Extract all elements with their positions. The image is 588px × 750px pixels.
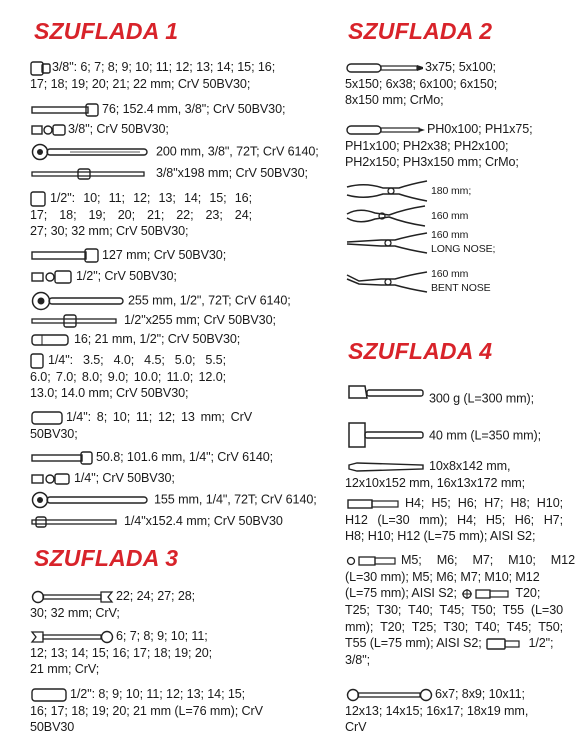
mallet-icon (345, 428, 429, 442)
spark-plug-socket-icon (30, 332, 74, 346)
s2-combination-pliers: 180 mm; (345, 178, 581, 204)
deep-socket-icon (30, 410, 66, 424)
s4-mallet: 40 mm (L=350 mm); (345, 421, 581, 451)
s4-hex-bits: H4; H5; H6; H7; H8; H10; H12 (L=30 mm); H4; H5; H6; H7; H8; H10; H12 (L=75 mm); AISI S2; (345, 496, 563, 544)
s2-phillips-screwdrivers: PH0x100; PH1x75; PH1x100; PH2x38; PH2x100; PH2x150; PH3x150 mm; CrMo; (345, 122, 533, 170)
s1-sliding-t-bar-1-2: 1/2"x255 mm; CrV 50BV30; (30, 312, 320, 329)
s1-sockets-1-2: 1/2": 10; 11; 12; 13; 14; 15; 16; 17; 18; 19; 20; 21; 22; 23; 24; 27; 30; 32 mm; CrV 50BV30; (30, 191, 252, 239)
s1-sockets-3-8: 3/8": 6; 7; 8; 9; 10; 11; 12; 13; 14; 15; 16; 17; 18; 19; 20; 21; 22 mm; CrV 50BV30; (30, 60, 276, 91)
s4-hammer: 300 g (L=300 mm); (345, 384, 581, 414)
s1-universal-joint-1-4: 1/4"; CrV 50BV30; (30, 470, 320, 487)
ring-spanner-icon (345, 687, 435, 701)
deep-socket-icon (30, 687, 70, 701)
s4-chisels: 10x8x142 mm, 12x10x152 mm, 16x13x172 mm; (345, 459, 526, 490)
side-cutter-pliers-icon (345, 210, 431, 222)
szuflada-3-title: SZUFLADA 3 (34, 545, 179, 571)
socket-icon (30, 353, 48, 367)
extension-bar-icon (30, 450, 96, 464)
s1-extension-1-4: 50.8; 101.6 mm, 1/4"; CrV 6140; (30, 449, 320, 466)
extension-bar-icon (30, 102, 102, 116)
s1-sockets-1-4: 1/4": 3.5; 4.0; 4.5; 5.0; 5.5; 6.0; 7.0; 8.0; 9.0; 10.0; 11.0; 12.0; 13.0; 14.0 mm; CrV 50BV30; (30, 353, 226, 401)
szuflada-4-title: SZUFLADA 4 (348, 338, 493, 364)
s1-ratchet-3-8: 200 mm, 3/8", 72T; CrV 6140; (30, 143, 320, 161)
socket-icon (30, 60, 52, 74)
hex-bit-icon (345, 496, 405, 510)
s2-side-cutters: 160 mm (345, 203, 581, 229)
s1-deep-sockets-1-4: 1/4": 8; 10; 11; 12; 13 mm; CrV 50BV30; (30, 410, 252, 441)
bent-nose-pliers-icon (345, 276, 431, 288)
universal-joint-icon (30, 471, 74, 485)
s3-combination-wrenches: 6; 7; 8; 9; 10; 11; 12; 13; 14; 15; 16; 17; 18; 19; 20; 21 mm; CrV; (30, 629, 213, 677)
s4-double-ring-spanners: 6x7; 8x9; 10x11; 12x13; 14x15; 16x17; 18x19 mm, CrV (345, 687, 529, 735)
s1-sliding-t-bar-3-8: 3/8"x198 mm; CrV 50BV30; (30, 165, 320, 182)
spline-bit-icon (345, 553, 401, 567)
s4-spline-torx-bits: M5; M6; M7; M10; M12 (L=30 mm); M5; M6; M7; M10; M12 (L=75 mm); AISI S2; T20; (345, 553, 575, 601)
s3-combination-wrenches-large: 22; 24; 27; 28; 30; 32 mm; CrV; (30, 589, 196, 620)
bit-holder-icon (485, 636, 525, 650)
flat-screwdriver-icon (345, 60, 425, 74)
s1-extension-1-2: 127 mm; CrV 50BV30; (30, 247, 320, 264)
s2-bent-nose-pliers: 160 mm BENT NOSE (345, 267, 581, 297)
s1-universal-joint-3-8: 3/8"; CrV 50BV30; (30, 121, 320, 138)
chisel-icon (345, 459, 429, 473)
t-bar-icon (30, 166, 156, 180)
combination-pliers-icon (345, 185, 431, 197)
s1-ratchet-1-2: 255 mm, 1/2", 72T; CrV 6140; (30, 291, 320, 311)
ratchet-icon (30, 293, 128, 307)
combination-wrench-icon (30, 629, 116, 643)
phillips-screwdriver-icon (345, 122, 427, 136)
t-bar-icon (30, 313, 124, 327)
s4-torx-bits-sizes: T25; T30; T40; T45; T50; T55 (L=30 mm); T20; T25; T30; T40; T45; T50; T55 (L=75 mm); AISI S2; 1/2"; 3/8"; (345, 603, 563, 667)
torx-bit-icon (460, 586, 512, 600)
extension-bar-icon (30, 248, 102, 262)
universal-joint-icon (30, 269, 76, 283)
long-nose-pliers-icon (345, 237, 431, 249)
t-bar-icon (30, 514, 124, 528)
ratchet-icon (30, 144, 156, 158)
hammer-icon (345, 391, 429, 405)
universal-joint-icon (30, 122, 68, 136)
s1-spark-plug-sockets: 16; 21 mm, 1/2"; CrV 50BV30; (30, 331, 320, 348)
s1-sliding-t-bar-1-4: 1/4"x152.4 mm; CrV 50BV30 (30, 513, 320, 530)
szuflada-1-title: SZUFLADA 1 (34, 18, 179, 44)
s1-ratchet-1-4: 155 mm, 1/4", 72T; CrV 6140; (30, 491, 320, 509)
s2-long-nose-pliers: 160 mm LONG NOSE; (345, 228, 581, 258)
s1-universal-joint-1-2: 1/2"; CrV 50BV30; (30, 268, 320, 285)
s3-deep-sockets-1-2: 1/2": 8; 9; 10; 11; 12; 13; 14; 15; 16; 17; 18; 19; 20; 21 mm (L=76 mm); CrV 50BV30 (30, 687, 263, 735)
szuflada-2-title: SZUFLADA 2 (348, 18, 493, 44)
s1-extension-3-8: 76; 152.4 mm, 3/8"; CrV 50BV30; (30, 101, 320, 118)
s2-flat-screwdrivers: 3x75; 5x100; 5x150; 6x38; 6x100; 6x150; 8x150 mm; CrMo; (345, 60, 498, 108)
socket-icon (30, 191, 50, 205)
combination-wrench-icon (30, 589, 116, 603)
ratchet-icon (30, 492, 154, 506)
